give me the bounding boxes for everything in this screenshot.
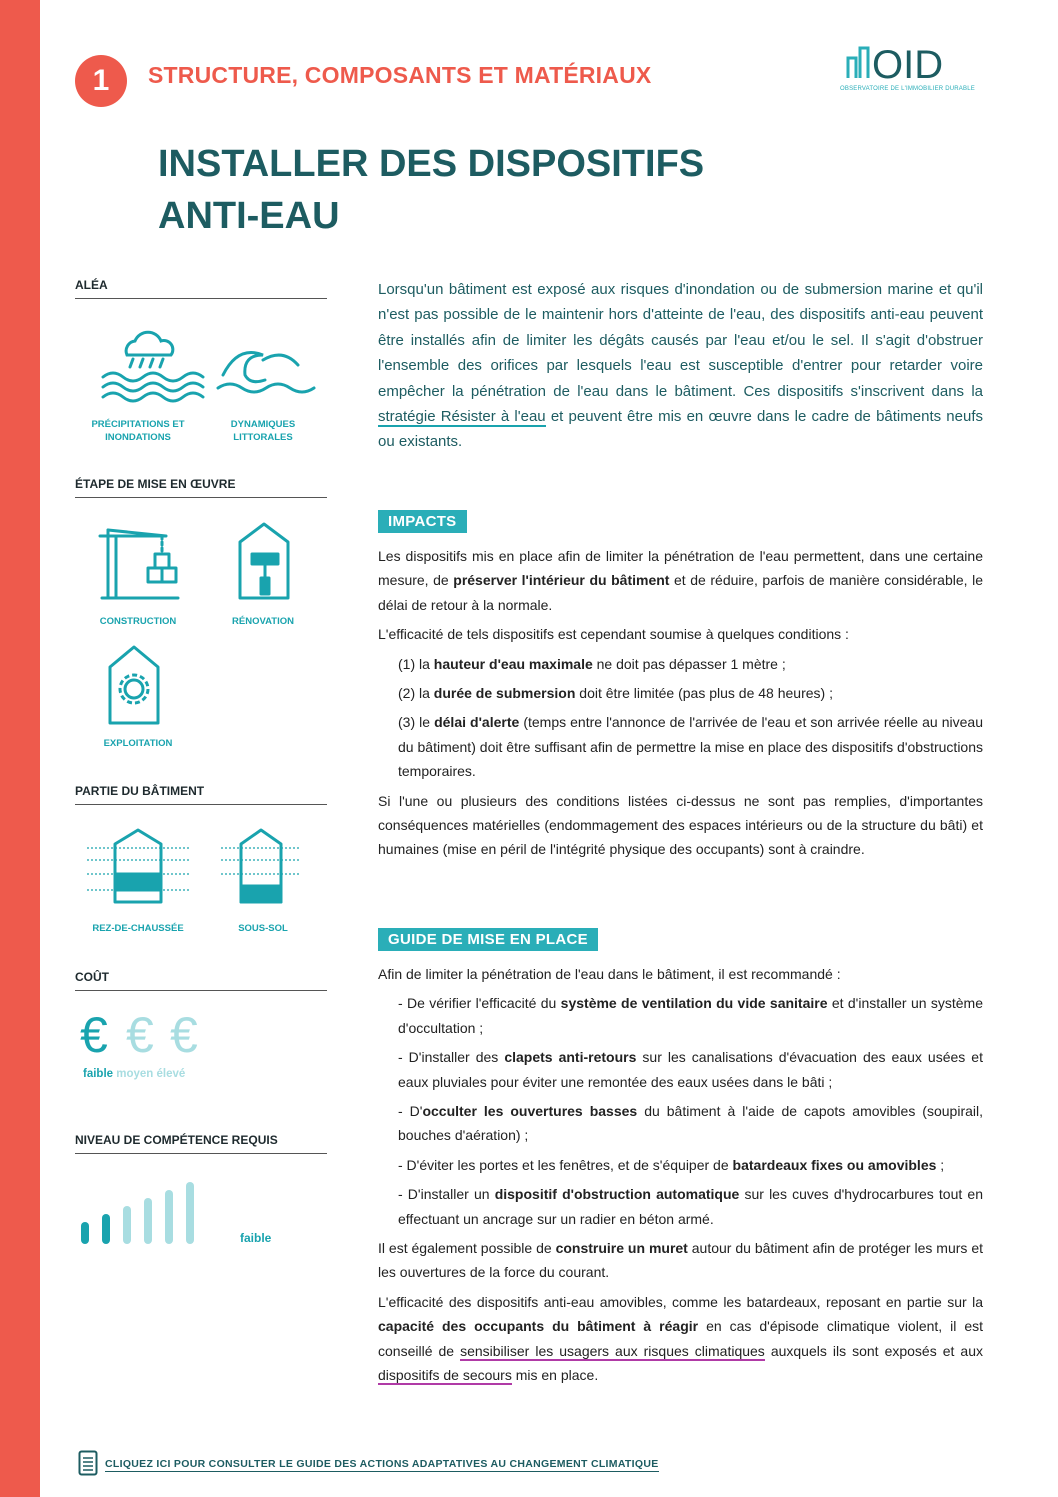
guide-body: Afin de limiter la pénétration de l'eau dans le bâtiment, il est recommandé : - De vérifier l'efficacité du système de ventilation du vide sanitaire et d'installer un système d'occultation ; - D'installer des clapets anti-retours sur les canalisations d'évacuation des eaux usées et eaux pluviales pour éviter une remontée des eaux usées dans le bâti ; - D'occulter les ouvertures basses du bâtiment à l'aide de capots amovibles (soupirail, bouches d'aération) ; - D'éviter les portes et les fenêtres, et de s'équiper de batardeaux fixes ou amovibles ; - D'installer un dispositif d'obstruction automatique sur les cuves d'hydrocarbures tout en effectuant un ancrage sur un radier en béton armé. Il est également possible de construire un muret autour du bâtiment afin de protéger les murs et les ouvertures de la force du courant. L'efficacité des dispositifs anti-eau amovibles, comme les batardeaux, reposant en partie sur la capacité des occupants du bâtiment à réagir en cas d'épisode climatique violent, il est conseillé de sensibiliser les usagers aux risques climatiques auxquels ils sont exposés et aux dispositifs de secours mis en place. xyxy=(378,966,983,1384)
basement-icon xyxy=(205,828,315,908)
link-sensibiliser-usagers[interactable]: sensibiliser les usagers aux risques climatiques xyxy=(460,1342,765,1359)
title-line-2: ANTI-EAU xyxy=(158,195,340,237)
caption-rez-de-chaussee: REZ-DE-CHAUSSÉE xyxy=(92,923,184,934)
link-strategie-resister[interactable]: stratégie Résister à l'eau xyxy=(378,408,546,426)
caption-construction: CONSTRUCTION xyxy=(99,616,177,627)
document-icon[interactable] xyxy=(78,1450,98,1476)
ground-floor-icon xyxy=(83,828,193,908)
alea-heading: ALÉA xyxy=(75,278,327,299)
cost-labels xyxy=(83,1068,185,1080)
page-title xyxy=(158,138,704,242)
wave-icon xyxy=(208,330,318,410)
caption-sous-sol: SOUS-SOL xyxy=(238,923,288,934)
etape-heading: ÉTAPE DE MISE EN ŒUVRE xyxy=(75,477,327,498)
logo-subtitle: OBSERVATOIRE DE L'IMMOBILIER DURABLE xyxy=(840,86,975,92)
left-accent-bar xyxy=(0,0,40,1497)
caption-dynamiques: DYNAMIQUES LITTORALES xyxy=(230,419,296,443)
cost-label-eleve: élevé xyxy=(156,1068,186,1080)
rain-waves-icon xyxy=(95,325,205,405)
cout-heading: COÛT xyxy=(75,970,327,991)
footer-guide-link[interactable]: CLIQUEZ ICI POUR CONSULTER LE GUIDE DES ACTIONS ADAPTATIVES AU CHANGEMENT CLIMATIQUE xyxy=(105,1458,659,1470)
title-line-1: INSTALLER DES DISPOSITIFS xyxy=(158,143,705,185)
paint-roller-icon xyxy=(208,520,318,600)
competence-bars xyxy=(75,1180,215,1245)
section-number-badge: 1 xyxy=(75,55,127,107)
gear-house-icon xyxy=(80,645,190,725)
crane-icon xyxy=(88,522,198,602)
impacts-body: Les dispositifs mis en place afin de limiter la pénétration de l'eau permettent, dans une certaine mesure, de préserver l'intérieur du bâtiment et de réduire, parfois de manière considérable, le délai de retour à la normale. L'efficacité de tels dispositifs est cependant soumise à quelques conditions : (1) la hauteur d'eau maximale ne doit pas dépasser 1 mètre ; (2) la durée de submersion doit être limitée (pas plus de 48 heures) ; (3) le délai d'alerte (temps entre l'annonce de l'arrivée de l'eau et son arrivée réelle au niveau du bâtiment) doit être suffisant afin de permettre la mise en place des dispositifs d'obstructions temporaires. Si l'une ou plusieurs des conditions listées ci-dessus ne sont pas remplies, d'importantes conséquences matérielles (endommagement des espaces intérieurs ou de la structure du bâti) et humaines (mise en péril de l'intégrité physique des occupants) sont à craindre. xyxy=(378,548,983,858)
logo-text: OID xyxy=(872,43,944,87)
caption-exploitation: EXPLOITATION xyxy=(103,738,173,749)
euro-symbol-1: € xyxy=(80,1007,108,1063)
intro-paragraph: Lorsqu'un bâtiment est exposé aux risques d'inondation ou de submersion marine et qu'il n'est pas possible de le maintenir hors d'atteinte de l'eau, des dispositifs anti-eau peuvent être installés afin de limiter les dégâts causés par l'eau et/ou le sel. Il s'agit d'obstruer l'ensemble des orifices par lesquels l'eau est susceptible d'entrer pour retarder voire empêcher la pénétration de l'eau dans le bâtiment. Ces dispositifs s'inscrivent dans la stratégie Résister à l'eau et peuvent être mis en œuvre dans le cadre de bâtiments neufs ou existants. xyxy=(378,281,983,451)
euro-symbol-3: € xyxy=(170,1007,198,1063)
link-dispositifs-secours[interactable]: dispositifs de secours xyxy=(378,1367,512,1384)
caption-precipitations: PRÉCIPITATIONS ET INONDATIONS xyxy=(91,419,185,443)
competence-heading: NIVEAU DE COMPÉTENCE REQUIS xyxy=(75,1133,327,1154)
partie-heading: PARTIE DU BÂTIMENT xyxy=(75,784,327,805)
euro-symbol-2: € xyxy=(126,1007,154,1063)
guide-heading: GUIDE DE MISE EN PLACE xyxy=(378,928,598,951)
caption-renovation: RÉNOVATION xyxy=(232,616,294,627)
cost-label-faible: faible xyxy=(83,1068,114,1080)
cost-label-moyen: moyen xyxy=(116,1068,154,1080)
competence-label: faible xyxy=(240,1231,272,1245)
impacts-heading: IMPACTS xyxy=(378,510,467,533)
category-title: STRUCTURE, COMPOSANTS ET MATÉRIAUX xyxy=(148,62,652,88)
